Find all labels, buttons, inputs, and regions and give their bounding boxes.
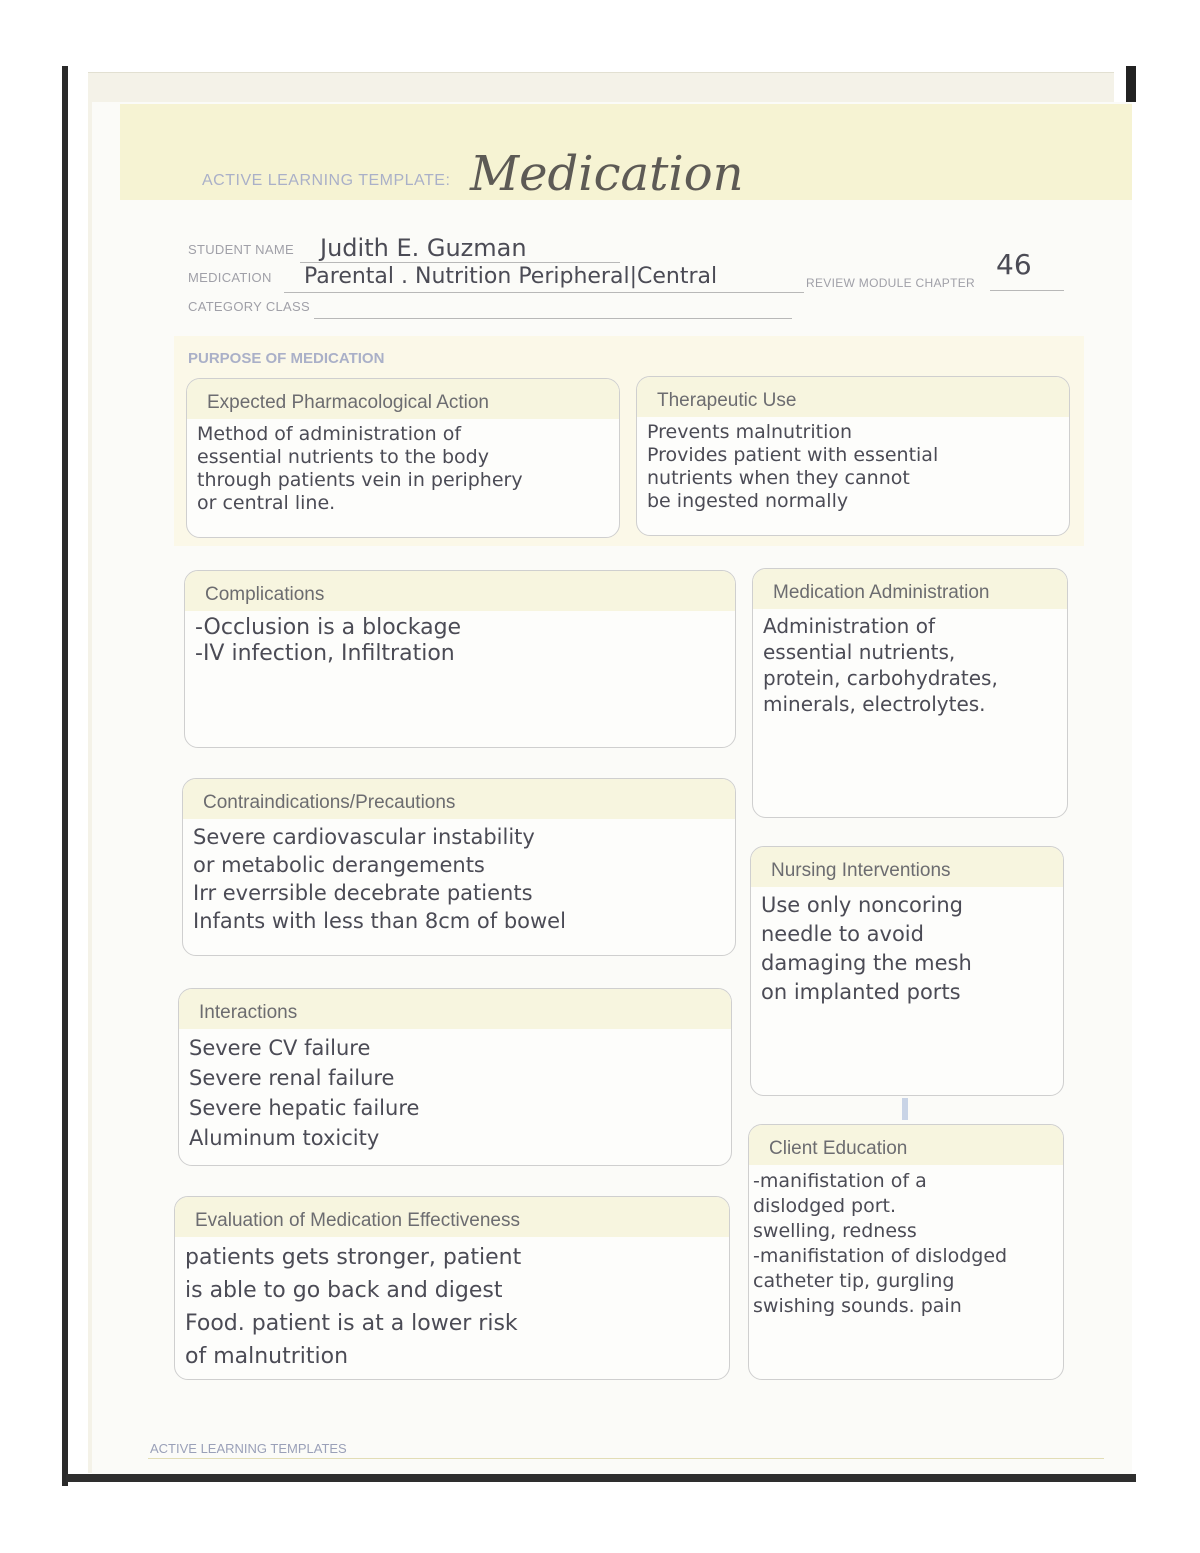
review-module-label: REVIEW MODULE CHAPTER xyxy=(806,276,975,290)
category-class-label: CATEGORY CLASS xyxy=(188,299,310,314)
client-education-box xyxy=(748,1124,1064,1380)
footer-label: ACTIVE LEARNING TEMPLATES xyxy=(150,1441,347,1456)
nursing-interventions-box xyxy=(750,846,1064,1096)
connector xyxy=(902,1098,908,1120)
medication-administration-box xyxy=(752,568,1068,818)
medication-administration-title: Medication Administration xyxy=(753,569,1067,609)
contraindications-text: Severe cardiovascular instability or metabolic derangements Irr everrsible decebrate patients Infants with less than 8cm of bowel xyxy=(193,825,566,933)
purpose-label: PURPOSE OF MEDICATION xyxy=(188,350,385,367)
footer-line xyxy=(148,1458,1104,1459)
expected-action-title: Expected Pharmacological Action xyxy=(187,379,619,419)
evaluation-box xyxy=(174,1196,730,1380)
medication-administration-text: Administration of essential nutrients, protein, carbohydrates, minerals, electrolytes. xyxy=(763,614,998,716)
complications-title: Complications xyxy=(185,571,735,611)
evaluation-title: Evaluation of Medication Effectiveness xyxy=(175,1197,729,1237)
interactions-text: Severe CV failure Severe renal failure Severe hepatic failure Aluminum toxicity xyxy=(189,1036,420,1150)
medication-label: MEDICATION xyxy=(188,270,272,285)
scan-shadow-bottom xyxy=(66,1474,1136,1482)
nursing-interventions-text: Use only noncoring needle to avoid damaging the mesh on implanted ports xyxy=(761,893,972,1004)
scan-shadow-left xyxy=(62,66,68,1486)
contraindications-box xyxy=(182,778,736,956)
review-module-value: 46 xyxy=(996,248,1032,281)
complications-text: -Occlusion is a blockage -IV infection, Infiltration xyxy=(195,615,462,666)
therapeutic-use-text: Prevents malnutrition Provides patient with essential nutrients when they cannot be ingested normally xyxy=(647,421,939,512)
student-name-value: Judith E. Guzman xyxy=(320,234,527,262)
interactions-box xyxy=(178,988,732,1166)
page-title: Medication xyxy=(470,146,744,202)
nursing-interventions-title: Nursing Interventions xyxy=(751,847,1063,887)
category-class-line xyxy=(314,318,792,319)
interactions-title: Interactions xyxy=(179,989,731,1029)
template-label: ACTIVE LEARNING TEMPLATE: xyxy=(202,172,451,189)
therapeutic-use-box xyxy=(636,376,1070,536)
therapeutic-use-title: Therapeutic Use xyxy=(637,377,1069,417)
complications-box xyxy=(184,570,736,748)
client-education-text: -manifistation of a dislodged port. swelling, redness -manifistation of dislodged catheter tip, gurgling swishing sounds. pain xyxy=(753,1170,1008,1317)
client-education-title: Client Education xyxy=(749,1125,1063,1165)
medication-value: Parental . Nutrition Peripheral|Central xyxy=(304,264,718,289)
scan-shadow-right xyxy=(1126,66,1136,102)
review-module-line xyxy=(990,290,1064,291)
expected-action-text: Method of administration of essential nutrients to the body through patients vein in periphery or central line. xyxy=(197,423,523,514)
student-name-label: STUDENT NAME xyxy=(188,242,294,257)
contraindications-title: Contraindications/Precautions xyxy=(183,779,735,819)
expected-action-box xyxy=(186,378,620,538)
student-name-line xyxy=(300,262,620,263)
medication-line xyxy=(284,292,804,293)
evaluation-text: patients gets stronger, patient is able to go back and digest Food. patient is at a lower risk of malnutrition xyxy=(185,1245,522,1369)
